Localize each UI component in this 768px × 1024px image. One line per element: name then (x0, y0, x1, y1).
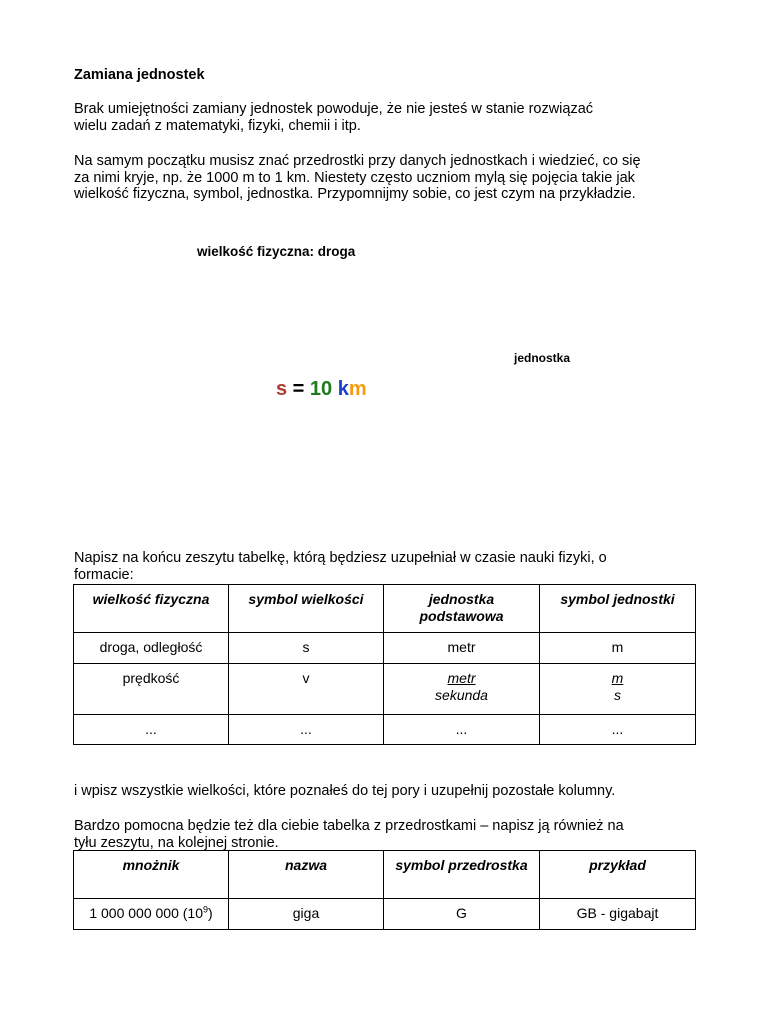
prefix-header-multiplier: mnożnik (74, 851, 229, 899)
prefix-table-intro-line: Bardzo pomocna będzie też dla ciebie tabelka z przedrostkami – napisz ją również na (74, 818, 624, 834)
cell-prefix-symbol: G (384, 899, 540, 930)
cell-prefix-example: GB - gigabajt (540, 899, 696, 930)
unit-numerator: metr (447, 670, 476, 686)
unit-symbol-numerator: m (611, 670, 624, 686)
formula-value: 10 (309, 378, 338, 400)
quantity-label: wielkość fizyczna: droga (197, 244, 356, 259)
cell-multiplier (74, 899, 229, 930)
unit-denominator: sekunda (435, 687, 488, 703)
units-table (73, 584, 696, 745)
intro-line: Brak umiejętności zamiany jednostek powoduje, że nie jesteś w stanie rozwiązać (74, 101, 594, 117)
cell-prefix-name: giga (229, 899, 384, 930)
prefix-line: za nimi kryje, np. że 1000 m to 1 km. Niestety często uczniom mylą się pojęcia takie jak (74, 169, 635, 186)
formula-unit: m (348, 378, 367, 400)
prefix-table-header-row (74, 851, 696, 899)
multiplier-close: ) (208, 905, 213, 921)
multiplier-exponent: 9 (202, 904, 208, 915)
table-row (74, 715, 696, 745)
prefix-line: Na samym początku musisz znać przedrostki przy danych jednostkach i wiedzieć, co się (74, 153, 641, 169)
unit-label: jednostka (514, 351, 571, 365)
unit-symbol-denominator: s (614, 687, 621, 703)
cell-symbol: s (229, 633, 384, 664)
units-header-unit-symbol: symbol jednostki (540, 585, 696, 633)
intro-line: wielu zadań z matematyki, fizyki, chemii i itp. (74, 117, 361, 134)
cell-unit-symbol: ... (540, 715, 696, 745)
after-table-text: i wpisz wszystkie wielkości, które poznałeś do tej pory i uzupełnij pozostałe kolumny. (74, 783, 616, 799)
cell-quantity: droga, odległość (74, 633, 229, 664)
table-intro-line: Napisz na końcu zeszytu tabelkę, którą będziesz uzupełniał w czasie nauki fizyki, o (74, 550, 607, 566)
prefix-header-example: przykład (540, 851, 696, 899)
cell-unit: metr (384, 633, 540, 664)
intro-paragraph (74, 101, 593, 134)
cell-unit-symbol-fraction (540, 664, 696, 715)
units-header-symbol: symbol wielkości (229, 585, 384, 633)
formula-prefix: k (337, 378, 349, 400)
cell-quantity: prędkość (74, 664, 229, 715)
multiplier-value: 1 000 000 000 (10 (89, 905, 203, 921)
table-row (74, 664, 696, 715)
prefix-header-symbol: symbol przedrostka (384, 851, 540, 899)
cell-symbol: ... (229, 715, 384, 745)
units-table-header-row (74, 585, 696, 633)
formula-equals: = (287, 378, 310, 400)
page-title: Zamiana jednostek (74, 67, 205, 83)
formula-example (276, 378, 367, 401)
table-row (74, 633, 696, 664)
units-header-quantity: wielkość fizyczna (74, 585, 229, 633)
prefix-table-intro-line: tyłu zeszytu, na kolejnej stronie. (74, 834, 279, 851)
cell-symbol: v (229, 664, 384, 715)
cell-unit-symbol: m (540, 633, 696, 664)
prefix-header-name: nazwa (229, 851, 384, 899)
prefix-table (73, 850, 696, 930)
cell-unit: ... (384, 715, 540, 745)
cell-quantity: ... (74, 715, 229, 745)
prefix-table-intro (74, 818, 624, 851)
table-intro-line: formacie: (74, 566, 134, 583)
cell-unit-fraction (384, 664, 540, 715)
prefix-line: wielkość fizyczna, symbol, jednostka. Przypomnijmy sobie, co jest czym na przykładzie. (74, 186, 636, 202)
formula-symbol: s (276, 378, 288, 400)
table-row (74, 899, 696, 930)
table-intro-paragraph (74, 550, 607, 583)
units-header-unit: jednostka podstawowa (384, 585, 540, 633)
prefix-paragraph (74, 153, 641, 203)
